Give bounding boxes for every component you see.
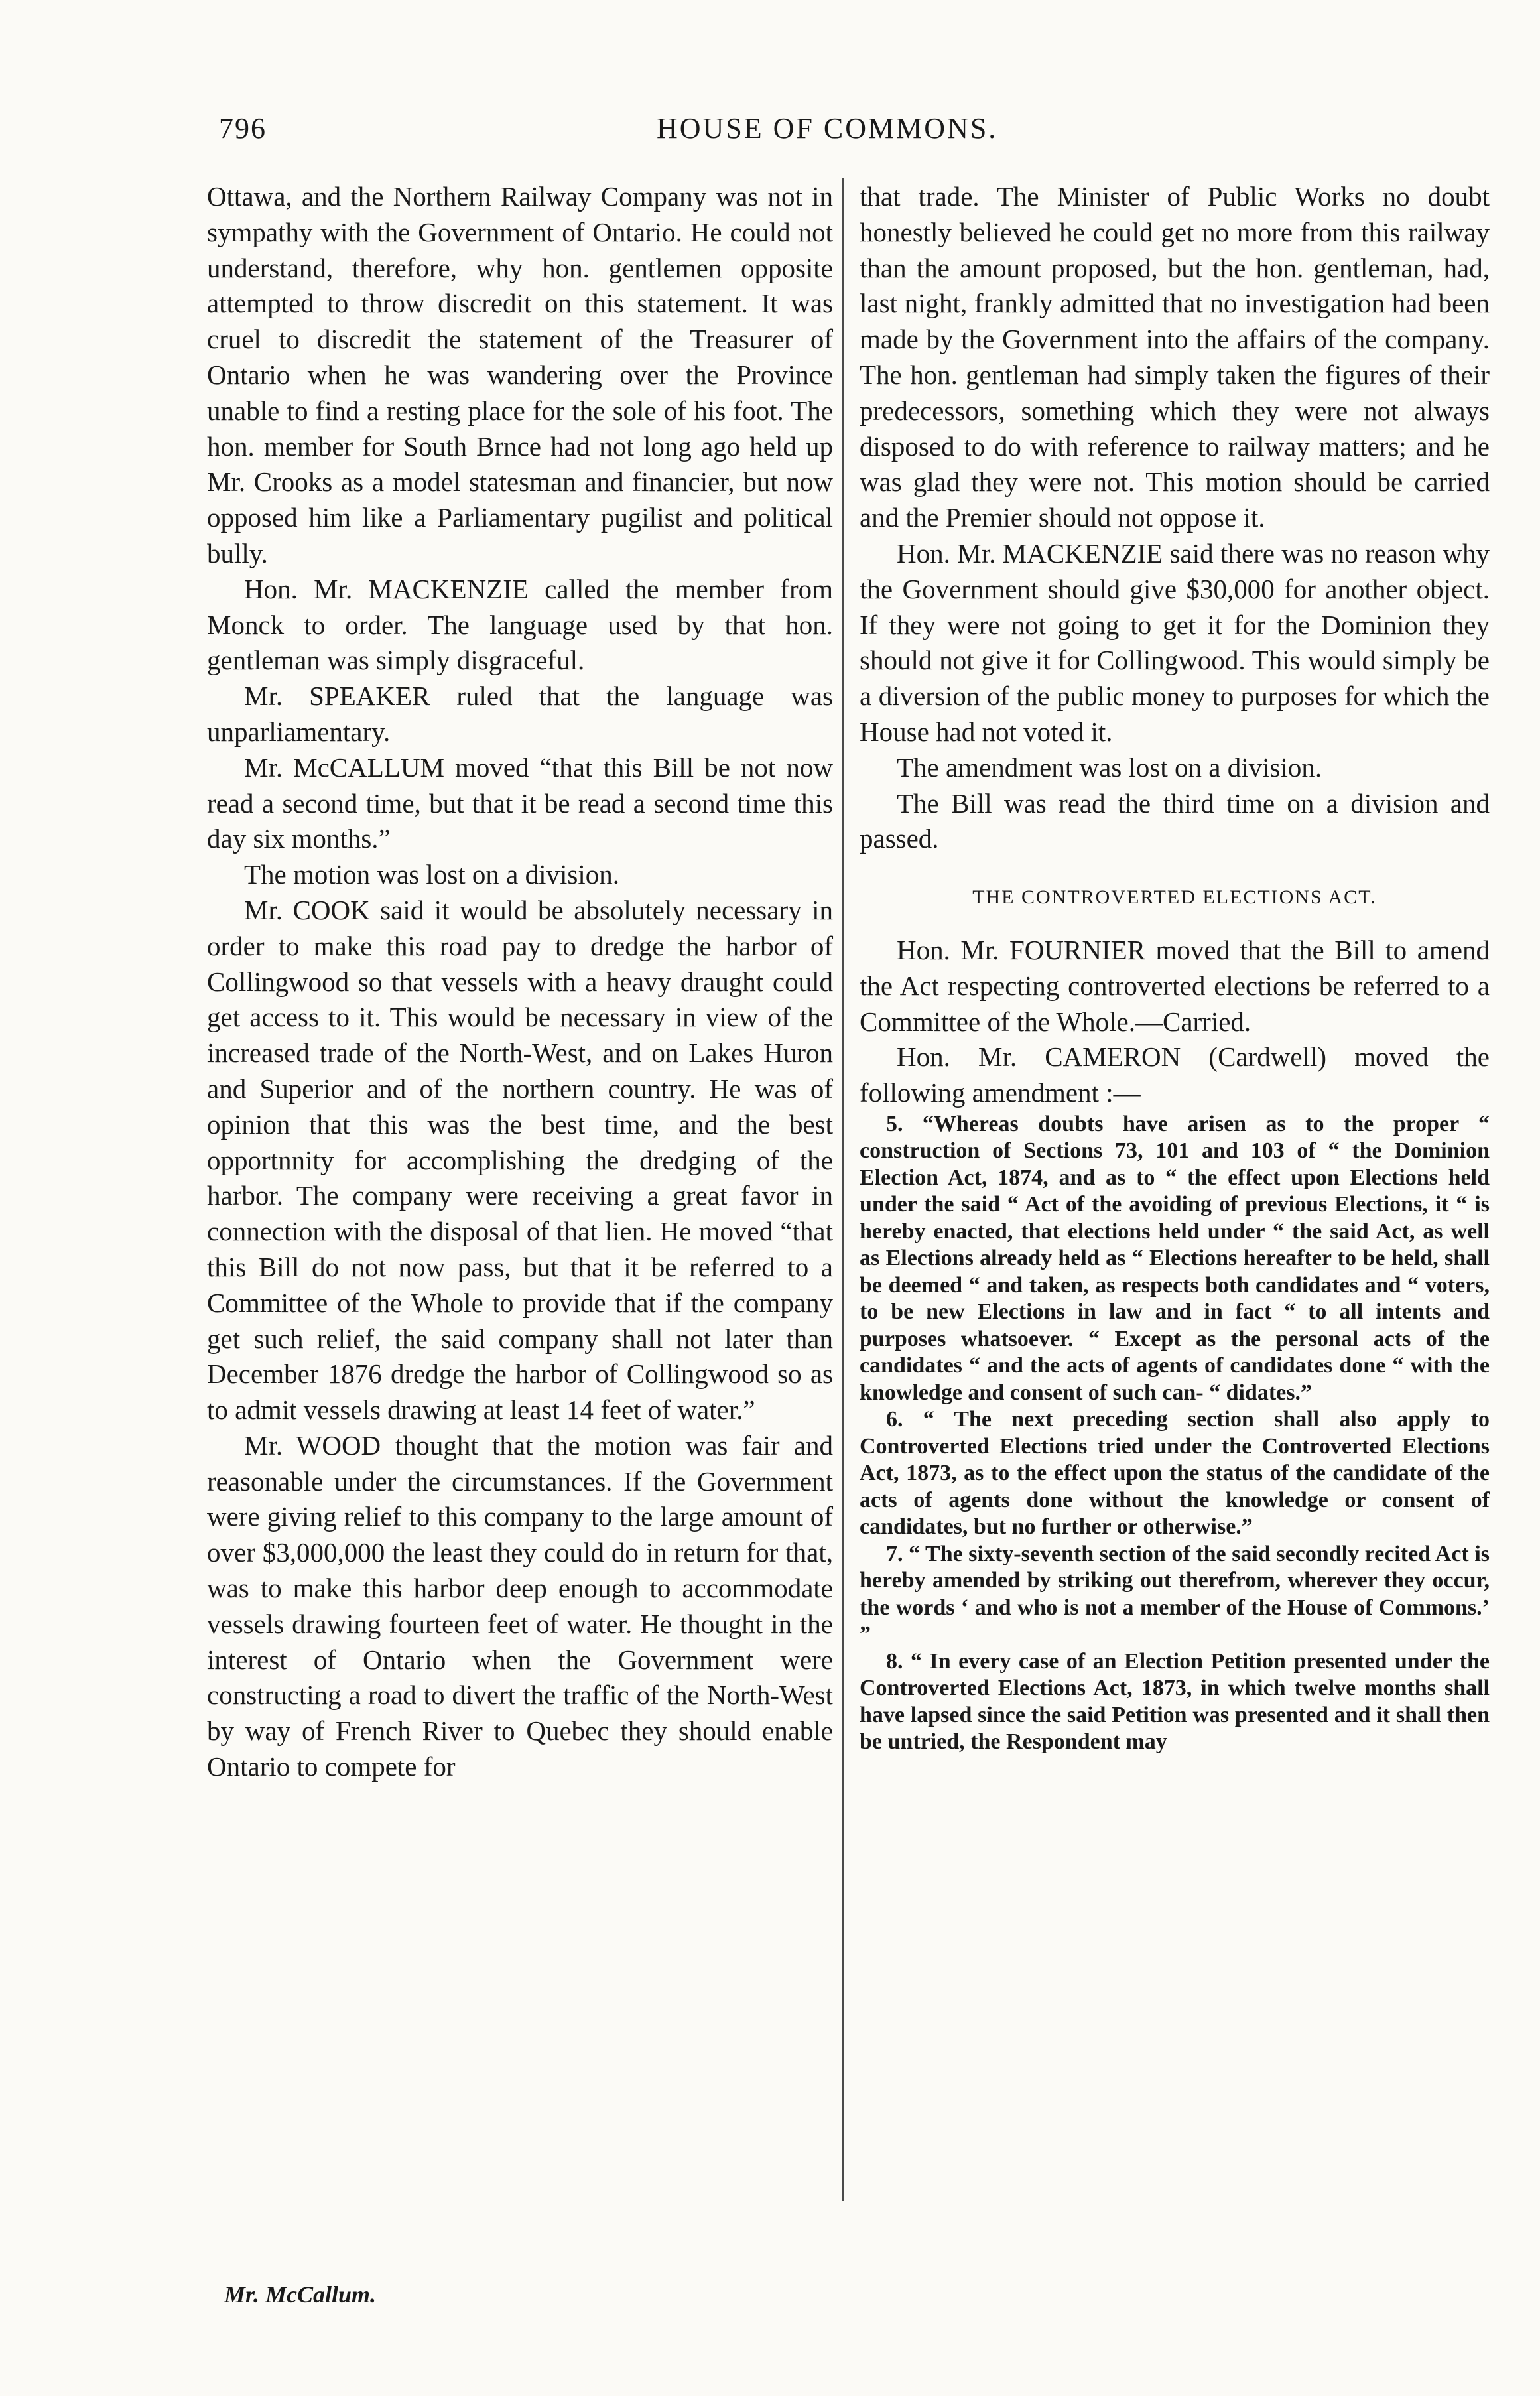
paragraph: that trade. The Minister of Public Works no doubt honestly believed he could get no more from this railway than the amount proposed, but the hon. gentleman, had, last night, frankly admitted that no investigation had been made by the Government into the affairs of the company. The hon. gentleman had simply taken the figures of their predecessors, something which they were not always disposed to do with reference to railway matters; and he was glad they were not. This motion should be carried and the Premier should not oppose it.	[860, 181, 1490, 533]
amendment-clause: 5. “Whereas doubts have arisen as to the proper “ construction of Sections 73, 101 and 103 of “ the Dominion Election Act, 1874, and as to “ the effect upon Elections held under the said “ Act of the avoiding of previous Elections, it “ is hereby enacted, that elections held under “ the said Act, as well as Elections already held as “ Elections hereafter to be held, shall be deemed “ and taken, as respects both candidates and “ voters, to be new Elections in law and in fact “ to all intents and purposes whatsoever. “ Except as the personal acts of the candidates “ and the acts of agents of candidates done “ with the knowledge and consent of such can- “ didates.”	[860, 1111, 1490, 1405]
amendment-clause: 8. “ In every case of an Election Petition presented under the Controverted Elections Act, 1873, in which twelve months shall have lapsed since the said Petition was presented and it shall then be untried, the Respondent may	[860, 1648, 1490, 1755]
amendment-text	[860, 1111, 1490, 1756]
paragraph: Mr. COOK said it would be absolutely necessary in order to make this road pay to dredge the harbor of Collingwood so that vessels with a heavy draught could get access to it. This would be necessary in view of the increased trade of the North-West, and on Lakes Huron and Superior and of the northern country. He was of opinion that this was the best time, and the best opportnnity for accomplishing the dredging of the harbor. The company were receiving a great favor in connection with the disposal of that lien. He moved “that this Bill do not now pass, but that it be referred to a Committee of the Whole to provide that if the company get such relief, the said company shall not later than December 1876 dredge the harbor of Collingwood so as to admit vessels drawing at least 14 feet of water.”	[207, 894, 833, 1426]
footer-signature: Mr. McCallum.	[224, 2281, 377, 2308]
left-column	[207, 179, 833, 1785]
paragraph: Hon. Mr. CAMERON (Cardwell) moved the following amendment :—	[860, 1041, 1490, 1108]
page-header	[219, 111, 1506, 158]
running-head: HOUSE OF COMMONS.	[657, 112, 998, 145]
paragraph: Hon. Mr. MACKENZIE said there was no reason why the Government should give $30,000 for another object. If they were not going to get it for the Dominion they should not give it for Collingwood. This would simply be a diversion of the public money to purposes for which the House had not voted it.	[860, 537, 1490, 747]
section-heading: THE CONTROVERTED ELECTIONS ACT.	[972, 886, 1377, 909]
right-column	[860, 179, 1490, 1756]
page-number: 796	[219, 112, 267, 145]
paragraph: The Bill was read the third time on a division and passed.	[860, 787, 1490, 854]
paragraph: The motion was lost on a division.	[244, 859, 619, 890]
paragraph: Hon. Mr. MACKENZIE called the member from Monck to order. The language used by that hon. gentleman was simply disgraceful.	[207, 573, 833, 676]
paragraph: Mr. WOOD thought that the motion was fair and reasonable under the circumstances. If the Government were giving relief to this company to the large amount of over $3,000,000 the least they could do in return for that, was to make this harbor deep enough to accommodate vessels drawing fourteen feet of water. He thought in the interest of Ontario when the Government were constructing a road to divert the traffic of the North-West by way of French River to Quebec they should enable Ontario to compete for	[207, 1430, 833, 1782]
paragraph: Hon. Mr. FOURNIER moved that the Bill to amend the Act respecting controverted elections be referred to a Committee of the Whole.—Carried.	[860, 934, 1490, 1037]
amendment-clause: 7. “ The sixty-seventh section of the said secondly recited Act is hereby amended by striking out therefrom, wherever they occur, the words ‘ and who is not a member of the House of Commons.’ ”	[860, 1541, 1490, 1647]
amendment-clause: 6. “ The next preceding section shall also apply to Controverted Elections tried under the Controverted Elections Act, 1873, as to the effect upon the status of the candidate of the acts of agents done without the knowledge or consent of candidates, but no further or otherwise.”	[860, 1407, 1490, 1540]
paragraph: Mr. SPEAKER ruled that the language was unparliamentary.	[207, 681, 833, 747]
paragraph: Ottawa, and the Northern Railway Company was not in sympathy with the Government of Ontario. He could not understand, therefore, why hon. gentlemen opposite attempted to throw discredit on this statement. It was cruel to discredit the statement of the Treasurer of Ontario when he was wandering over the Province unable to find a resting place for the sole of his foot. The hon. member for South Brnce had not long ago held up Mr. Crooks as a model statesman and financier, but now opposed him like a Parliamentary pugilist and political bully.	[207, 181, 833, 568]
column-divider	[842, 178, 844, 2201]
paragraph: The amendment was lost on a division.	[897, 752, 1322, 783]
paragraph: Mr. McCALLUM moved “that this Bill be not now read a second time, but that it be read a second time this day six months.”	[207, 752, 833, 854]
